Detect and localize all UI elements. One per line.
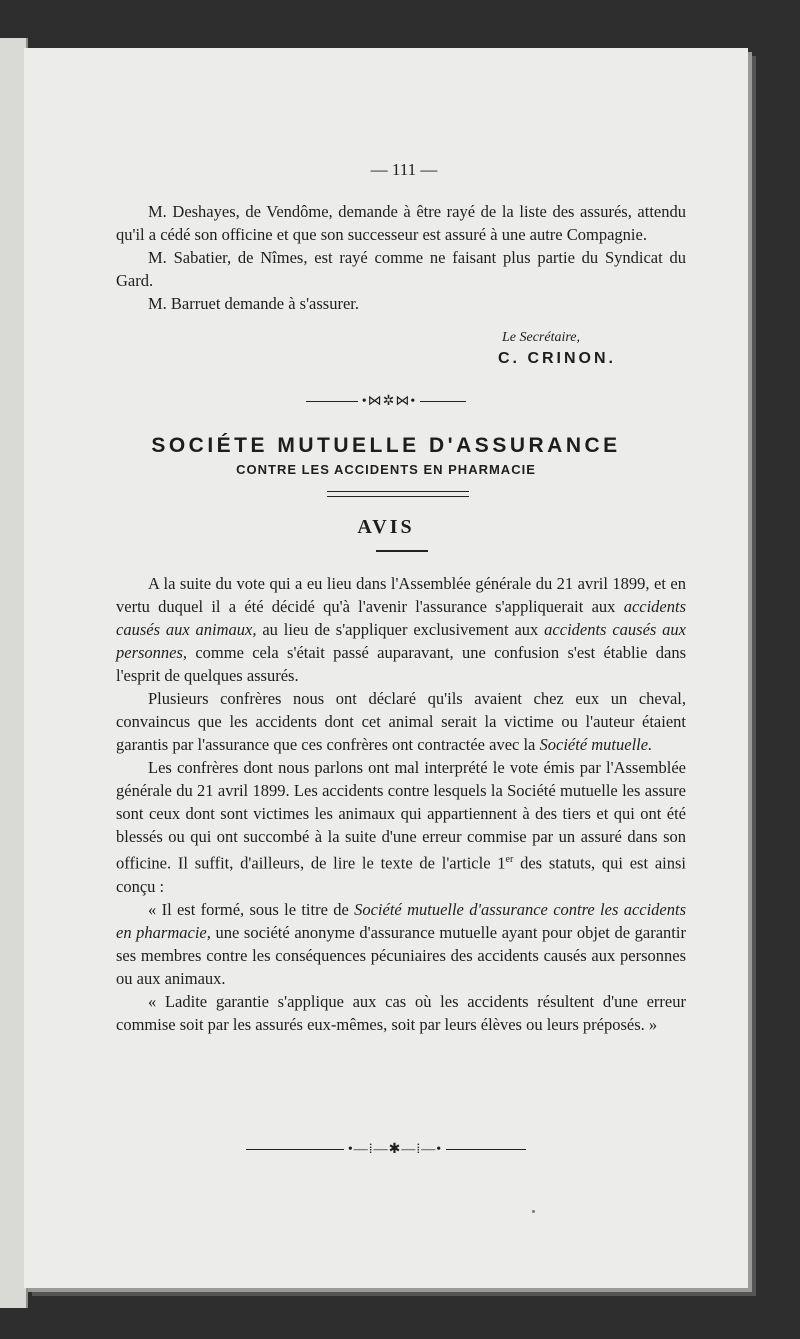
paragraph-2-part-a: Plusieurs confrères nous ont déclaré qu'ils avaient chez eux un cheval, convaincus que les accidents dont cet animal serait la victime ou l'auteur étaient garantis par l'assurance que ces confrères ont contractée avec la [116, 689, 686, 754]
paragraph-1-part-e: comme cela s'était passé auparavant, une confusion s'est établie dans l'esprit de quelques assurés. [116, 643, 686, 685]
heading-underline [376, 550, 428, 552]
paragraph-1-part-a: A la suite du vote qui a eu lieu dans l'Assemblée générale du 21 avril 1899, et en vertu duquel il a été décidé qu'à l'avenir l'assurance s'appliquerait aux [116, 574, 686, 616]
ornament-line-right [446, 1149, 526, 1151]
paragraph-2 [116, 687, 686, 756]
quote-2-open-mark: « [148, 991, 157, 1011]
signature-role: Le Secrétaire, [502, 330, 581, 345]
statute-quote-2 [116, 990, 686, 1036]
ordinal-superscript: er [505, 854, 514, 865]
paragraph-1-part-c: au lieu de s'appliquer exclusivement aux [256, 620, 545, 639]
quote-open-mark: « [148, 899, 157, 919]
page-number: — 111 — [370, 160, 438, 179]
paragraph-3-part-a: Les confrères dont nous parlons ont mal interprété le vote émis par l'Assemblée générale du 21 avril 1899. Les accidents contre lesquels la Société mutuelle les assure sont ceux dont sont victimes les animaux qui appartiennent à des tiers et qui ont été blessés ou qui ont succombé à la suite d'une erreur commise par un assuré dans son officine. Il suffit, d'ailleurs, de lire le texte de l'article 1 [116, 758, 686, 873]
paragraph-3 [116, 756, 686, 898]
double-rule-divider [327, 491, 469, 497]
paragraph-3-part-b: des statuts, qui est ainsi conçu : [116, 853, 686, 896]
ornament-glyph-2: •—⁞—✱—⁞—• [347, 1141, 443, 1157]
section-subtitle: CONTRE LES ACCIDENTS EN PHARMACIE [236, 462, 536, 477]
intro-paragraph-2: M. Sabatier, de Nîmes, est rayé comme ne faisant plus partie du Syndicat du Gard. [116, 248, 686, 290]
paragraph-1 [116, 572, 686, 687]
ornament-glyph-1: •⋈✲⋈• [361, 393, 417, 409]
quote-1-part-a: Il est formé, sous le titre de [161, 899, 355, 919]
paragraph-1-emphasis-animals: accidents causés aux animaux, [116, 597, 686, 639]
ornament-divider-2 [24, 1140, 748, 1158]
quote-1-society-name: Société mutuelle d'assurance contre les accidents en pharmacie, [116, 899, 687, 942]
ornament-line-right [420, 401, 466, 403]
intro-section [116, 200, 686, 315]
ornament-line-left [246, 1149, 344, 1151]
document-page [24, 48, 748, 1288]
statute-quote-1 [116, 898, 686, 990]
signature-name: C. CRINON. [498, 350, 616, 367]
notice-body [116, 572, 686, 1036]
paragraph-2-emphasis: Société mutuelle. [539, 735, 653, 754]
paper-speck [532, 1210, 535, 1213]
quote-1-part-c: une société anonyme d'assurance mutuelle ayant pour objet de garantir ses membres contre les conséquences pécuniaires des accidents causés aux personnes ou aux animaux. [116, 922, 686, 988]
section-title: SOCIÉTE MUTUELLE D'ASSURANCE [151, 434, 621, 457]
ornament-line-left [306, 401, 358, 403]
intro-paragraph-1: M. Deshayes, de Vendôme, demande à être rayé de la liste des assurés, attendu qu'il a cédé son officine et que son successeur est assuré à une autre Compagnie. [116, 202, 686, 244]
intro-paragraph-3: M. Barruet demande à s'assurer. [148, 294, 359, 313]
paragraph-1-emphasis-persons: accidents causés aux personnes, [116, 620, 687, 662]
notice-heading: AVIS [357, 516, 415, 538]
quote-2-text: Ladite garantie s'applique aux cas où les accidents résultent d'une erreur commise soit par les assurés eux-mêmes, soit par leurs élèves ou leurs préposés. » [116, 991, 686, 1034]
ornament-divider-1 [24, 392, 748, 410]
